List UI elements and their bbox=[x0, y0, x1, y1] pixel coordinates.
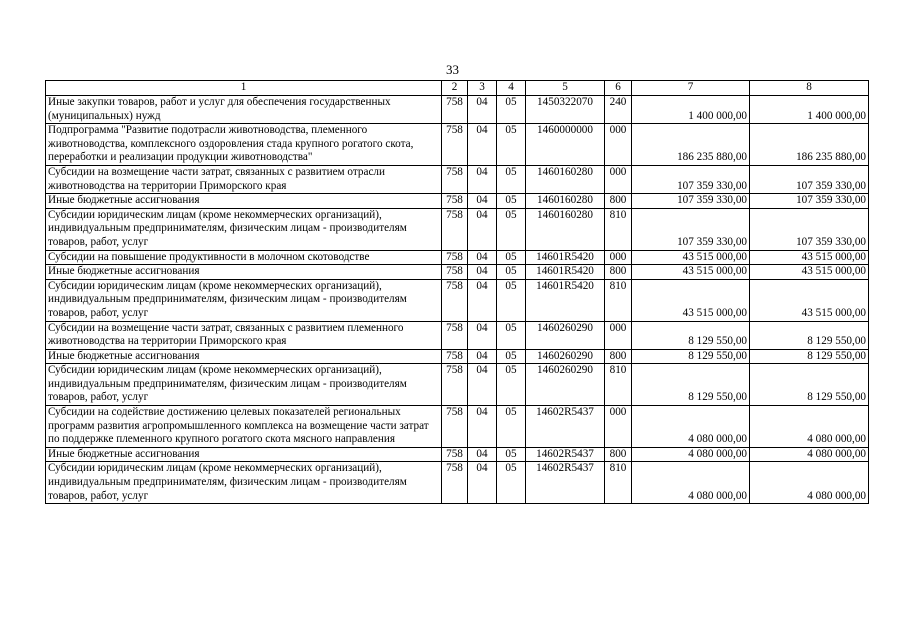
cell-subsection: 05 bbox=[497, 364, 526, 406]
cell-amount-col7: 186 235 880,00 bbox=[632, 124, 750, 166]
cell-section: 04 bbox=[468, 349, 497, 364]
cell-expense-type: 000 bbox=[605, 406, 632, 448]
cell-target-article: 14602R5437 bbox=[526, 406, 605, 448]
cell-amount-col8: 8 129 550,00 bbox=[750, 321, 869, 349]
cell-expense-type: 800 bbox=[605, 349, 632, 364]
cell-amount-col8: 43 515 000,00 bbox=[750, 279, 869, 321]
cell-amount-col7: 107 359 330,00 bbox=[632, 165, 750, 193]
cell-section: 04 bbox=[468, 194, 497, 209]
cell-target-article: 14602R5437 bbox=[526, 447, 605, 462]
cell-amount-col8: 8 129 550,00 bbox=[750, 364, 869, 406]
cell-amount-col7: 43 515 000,00 bbox=[632, 250, 750, 265]
cell-amount-col7: 4 080 000,00 bbox=[632, 447, 750, 462]
cell-expense-type: 800 bbox=[605, 265, 632, 280]
table-row bbox=[46, 364, 869, 406]
cell-section: 04 bbox=[468, 462, 497, 504]
cell-amount-col8: 107 359 330,00 bbox=[750, 208, 869, 250]
cell-target-article: 14601R5420 bbox=[526, 250, 605, 265]
cell-amount-col7: 107 359 330,00 bbox=[632, 208, 750, 250]
cell-name: Субсидии юридическим лицам (кроме некоммерческих организаций), индивидуальным предпринимателям, физическим лицам - производителям товаров, работ, услуг bbox=[46, 279, 442, 321]
header-cell-2: 2 bbox=[442, 81, 468, 96]
header-cell-7: 7 bbox=[632, 81, 750, 96]
cell-expense-type: 000 bbox=[605, 124, 632, 166]
cell-subsection: 05 bbox=[497, 208, 526, 250]
cell-amount-col8: 4 080 000,00 bbox=[750, 447, 869, 462]
cell-amount-col7: 4 080 000,00 bbox=[632, 462, 750, 504]
cell-target-article: 1460160280 bbox=[526, 194, 605, 209]
cell-subsection: 05 bbox=[497, 165, 526, 193]
cell-amount-col8: 43 515 000,00 bbox=[750, 250, 869, 265]
cell-subsection: 05 bbox=[497, 96, 526, 124]
cell-subsection: 05 bbox=[497, 124, 526, 166]
cell-expense-type: 800 bbox=[605, 194, 632, 209]
header-row bbox=[46, 81, 869, 96]
cell-subsection: 05 bbox=[497, 194, 526, 209]
cell-target-article: 1460260290 bbox=[526, 349, 605, 364]
cell-amount-col7: 8 129 550,00 bbox=[632, 349, 750, 364]
cell-section: 04 bbox=[468, 406, 497, 448]
page-number: 33 bbox=[446, 62, 459, 77]
cell-section: 04 bbox=[468, 208, 497, 250]
cell-target-article: 14601R5420 bbox=[526, 265, 605, 280]
cell-target-article: 1460160280 bbox=[526, 165, 605, 193]
cell-amount-col7: 43 515 000,00 bbox=[632, 265, 750, 280]
cell-expense-type: 810 bbox=[605, 364, 632, 406]
cell-name: Субсидии на повышение продуктивности в молочном скотоводстве bbox=[46, 250, 442, 265]
budget-table bbox=[45, 80, 869, 504]
cell-section: 04 bbox=[468, 447, 497, 462]
cell-admin-code: 758 bbox=[442, 124, 468, 166]
cell-amount-col8: 8 129 550,00 bbox=[750, 349, 869, 364]
cell-amount-col8: 107 359 330,00 bbox=[750, 165, 869, 193]
cell-name: Субсидии юридическим лицам (кроме некоммерческих организаций), индивидуальным предпринимателям, физическим лицам - производителям товаров, работ, услуг bbox=[46, 364, 442, 406]
cell-subsection: 05 bbox=[497, 279, 526, 321]
cell-amount-col8: 43 515 000,00 bbox=[750, 265, 869, 280]
cell-amount-col8: 186 235 880,00 bbox=[750, 124, 869, 166]
cell-name: Субсидии на содействие достижению целевых показателей региональных программ развития агропромышленного комплекса на возмещение части затрат по поддержке племенного крупного рогатого скота мясного направления bbox=[46, 406, 442, 448]
cell-expense-type: 810 bbox=[605, 208, 632, 250]
cell-expense-type: 000 bbox=[605, 321, 632, 349]
cell-target-article: 1450322070 bbox=[526, 96, 605, 124]
header-cell-5: 5 bbox=[526, 81, 605, 96]
cell-subsection: 05 bbox=[497, 250, 526, 265]
cell-section: 04 bbox=[468, 279, 497, 321]
table-row bbox=[46, 349, 869, 364]
cell-name: Субсидии юридическим лицам (кроме некоммерческих организаций), индивидуальным предпринимателям, физическим лицам - производителям товаров, работ, услуг bbox=[46, 208, 442, 250]
cell-section: 04 bbox=[468, 321, 497, 349]
table-row bbox=[46, 265, 869, 280]
cell-subsection: 05 bbox=[497, 406, 526, 448]
cell-expense-type: 800 bbox=[605, 447, 632, 462]
cell-section: 04 bbox=[468, 364, 497, 406]
cell-name: Подпрограмма "Развитие подотрасли животноводства, племенного животноводства, комплексного оздоровления стада крупного рогатого скота, переработки и реализации продукции животноводства" bbox=[46, 124, 442, 166]
cell-admin-code: 758 bbox=[442, 265, 468, 280]
cell-amount-col7: 8 129 550,00 bbox=[632, 321, 750, 349]
cell-expense-type: 810 bbox=[605, 279, 632, 321]
header-cell-3: 3 bbox=[468, 81, 497, 96]
cell-subsection: 05 bbox=[497, 349, 526, 364]
cell-section: 04 bbox=[468, 250, 497, 265]
cell-subsection: 05 bbox=[497, 321, 526, 349]
header-cell-1: 1 bbox=[46, 81, 442, 96]
cell-admin-code: 758 bbox=[442, 279, 468, 321]
cell-amount-col8: 4 080 000,00 bbox=[750, 462, 869, 504]
cell-subsection: 05 bbox=[497, 447, 526, 462]
cell-section: 04 bbox=[468, 96, 497, 124]
header-cell-6: 6 bbox=[605, 81, 632, 96]
budget-table-body bbox=[46, 81, 869, 504]
cell-subsection: 05 bbox=[497, 462, 526, 504]
cell-expense-type: 240 bbox=[605, 96, 632, 124]
table-row bbox=[46, 124, 869, 166]
cell-amount-col8: 1 400 000,00 bbox=[750, 96, 869, 124]
cell-amount-col7: 1 400 000,00 bbox=[632, 96, 750, 124]
cell-section: 04 bbox=[468, 124, 497, 166]
table-row bbox=[46, 208, 869, 250]
cell-admin-code: 758 bbox=[442, 406, 468, 448]
cell-name: Иные бюджетные ассигнования bbox=[46, 349, 442, 364]
cell-expense-type: 000 bbox=[605, 250, 632, 265]
cell-name: Иные бюджетные ассигнования bbox=[46, 447, 442, 462]
cell-amount-col7: 4 080 000,00 bbox=[632, 406, 750, 448]
table-row bbox=[46, 250, 869, 265]
cell-target-article: 1460000000 bbox=[526, 124, 605, 166]
cell-expense-type: 810 bbox=[605, 462, 632, 504]
cell-name: Субсидии на возмещение части затрат, связанных с развитием отрасли животноводства на территории Приморского края bbox=[46, 165, 442, 193]
cell-expense-type: 000 bbox=[605, 165, 632, 193]
cell-target-article: 14601R5420 bbox=[526, 279, 605, 321]
cell-admin-code: 758 bbox=[442, 321, 468, 349]
table-row bbox=[46, 165, 869, 193]
cell-admin-code: 758 bbox=[442, 194, 468, 209]
cell-amount-col8: 107 359 330,00 bbox=[750, 194, 869, 209]
cell-subsection: 05 bbox=[497, 265, 526, 280]
table-row bbox=[46, 321, 869, 349]
cell-section: 04 bbox=[468, 265, 497, 280]
table-row bbox=[46, 447, 869, 462]
cell-name: Иные закупки товаров, работ и услуг для обеспечения государственных (муниципальных) нужд bbox=[46, 96, 442, 124]
cell-admin-code: 758 bbox=[442, 96, 468, 124]
cell-amount-col8: 4 080 000,00 bbox=[750, 406, 869, 448]
cell-admin-code: 758 bbox=[442, 349, 468, 364]
table-row bbox=[46, 406, 869, 448]
cell-name: Субсидии на возмещение части затрат, связанных с развитием племенного животноводства на территории Приморского края bbox=[46, 321, 442, 349]
cell-name: Субсидии юридическим лицам (кроме некоммерческих организаций), индивидуальным предпринимателям, физическим лицам - производителям товаров, работ, услуг bbox=[46, 462, 442, 504]
cell-target-article: 1460260290 bbox=[526, 321, 605, 349]
header-cell-8: 8 bbox=[750, 81, 869, 96]
cell-admin-code: 758 bbox=[442, 165, 468, 193]
cell-amount-col7: 43 515 000,00 bbox=[632, 279, 750, 321]
cell-target-article: 1460160280 bbox=[526, 208, 605, 250]
cell-name: Иные бюджетные ассигнования bbox=[46, 194, 442, 209]
cell-amount-col7: 8 129 550,00 bbox=[632, 364, 750, 406]
cell-amount-col7: 107 359 330,00 bbox=[632, 194, 750, 209]
table-row bbox=[46, 96, 869, 124]
cell-section: 04 bbox=[468, 165, 497, 193]
table-row bbox=[46, 462, 869, 504]
cell-admin-code: 758 bbox=[442, 462, 468, 504]
header-cell-4: 4 bbox=[497, 81, 526, 96]
cell-target-article: 14602R5437 bbox=[526, 462, 605, 504]
cell-admin-code: 758 bbox=[442, 250, 468, 265]
cell-name: Иные бюджетные ассигнования bbox=[46, 265, 442, 280]
table-row bbox=[46, 194, 869, 209]
cell-target-article: 1460260290 bbox=[526, 364, 605, 406]
cell-admin-code: 758 bbox=[442, 447, 468, 462]
cell-admin-code: 758 bbox=[442, 208, 468, 250]
cell-admin-code: 758 bbox=[442, 364, 468, 406]
table-row bbox=[46, 279, 869, 321]
